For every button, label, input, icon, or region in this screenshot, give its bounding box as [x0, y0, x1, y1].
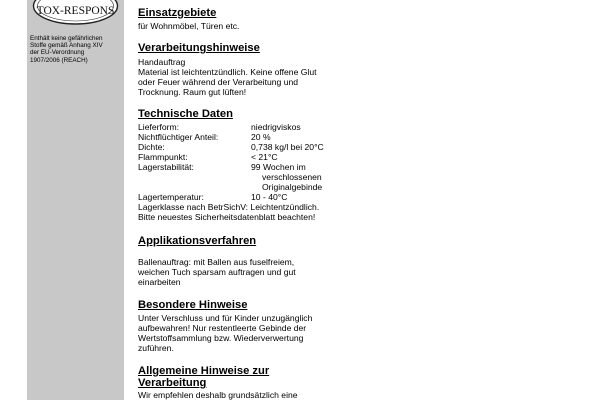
tech-label: Flammpunkt:	[138, 152, 188, 162]
tech-extra-line: Bitte neuestes Sicherheitsdatenblatt beachten!	[138, 212, 316, 222]
applikation-line: Ballenauftrag: mit Ballen aus fuselfreiem,	[138, 257, 295, 267]
verarbeitung-line: oder Feuer während der Verarbeitung und	[138, 77, 299, 87]
heading-applikationsverfahren: Applikationsverfahren	[138, 235, 257, 247]
heading-allgemeine-hinweise: Allgemeine Hinweise zur	[138, 365, 270, 377]
reach-note-line: Enthält keine gefährlichen	[30, 35, 103, 42]
sidebar	[27, 0, 124, 400]
tech-value: niedrigviskos	[251, 122, 301, 132]
tech-label: Lagertemperatur:	[138, 192, 204, 202]
heading-verarbeitungshinweise: Verarbeitungshinweise	[138, 42, 260, 54]
besondere-line: zuführen.	[138, 343, 174, 353]
besondere-line: aufbewahren! Nur restentleerte Gebinde der	[138, 323, 307, 333]
tech-label: Lagerstabilität:	[138, 162, 194, 172]
tech-value: 99 Wochen im	[251, 162, 306, 172]
tech-value: 0,738 kg/l bei 20°C	[251, 142, 324, 152]
allgemein-line: Wir empfehlen deshalb grundsätzlich eine	[138, 390, 298, 400]
einsatz-line: für Wohnmöbel, Türen etc.	[138, 21, 240, 31]
tech-value: 10 - 40°C	[251, 192, 288, 202]
tech-label: Nichtflüchtiger Anteil:	[138, 132, 219, 142]
heading-besondere-hinweise: Besondere Hinweise	[138, 299, 248, 311]
logo-text: TOX-RESPONS	[36, 5, 115, 17]
tech-value: < 21°C	[251, 152, 278, 162]
besondere-line: Wertstoffsammlung bzw. Wiederverwertung	[138, 333, 304, 343]
verarbeitung-line: Handauftrag	[138, 57, 186, 67]
tech-value: 20 %	[251, 132, 271, 142]
tech-extra-line: Lagerklasse nach BetrSichV: Leichtentzündlich.	[138, 202, 320, 212]
tech-value: verschlossenen	[262, 172, 322, 182]
applikation-line: einarbeiten	[138, 277, 181, 287]
tech-label: Lieferform:	[138, 122, 180, 132]
reach-note	[30, 35, 124, 64]
applikation-line: weichen Tuch sparsam auftragen und gut	[138, 267, 296, 277]
heading-einsatzgebiete: Einsatzgebiete	[138, 7, 217, 19]
tox-respons-logo	[31, 0, 120, 26]
heading-allgemeine-hinweise-cont: Verarbeitung	[138, 377, 207, 389]
tech-label: Dichte:	[138, 142, 165, 152]
tech-value: Originalgebinde	[262, 182, 323, 192]
reach-note-line: Stoffe gemäß Anhang XIV	[30, 42, 103, 50]
reach-note-line: 1907/2006 (REACH)	[30, 56, 88, 64]
heading-technische-daten: Technische Daten	[138, 108, 233, 120]
verarbeitung-line: Trocknung. Raum gut lüften!	[138, 87, 247, 97]
verarbeitung-line: Material ist leichtentzündlich. Keine offene Glut	[138, 67, 317, 77]
besondere-line: Unter Verschluss und für Kinder unzugänglich	[138, 313, 313, 323]
reach-note-line: der EU-Verordnung	[30, 49, 85, 57]
